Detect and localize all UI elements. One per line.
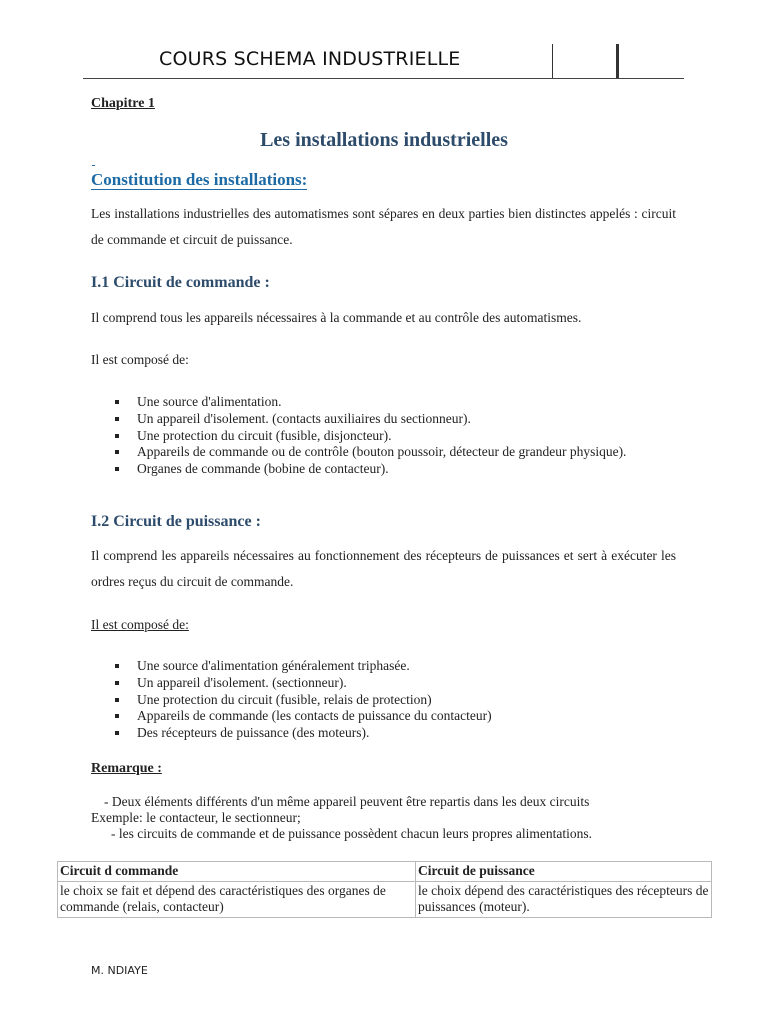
puissance-composed-label: Il est composé de: bbox=[91, 617, 189, 632]
puissance-intro: Il comprend les appareils nécessaires au fonctionnement des récepteurs de puissances et sert à exécuter les ordres reçus du circuit de commande. bbox=[91, 548, 676, 589]
comparison-table bbox=[57, 861, 712, 918]
header-divider bbox=[552, 44, 553, 78]
table-row bbox=[58, 881, 712, 917]
commande-composed-label: Il est composé de: bbox=[91, 352, 189, 367]
list-item: Un appareil d'isolement. (sectionneur). bbox=[114, 675, 674, 692]
remarque-line: - Deux éléments différents d'un même appareil peuvent être repartis dans les deux circuits bbox=[104, 794, 590, 809]
list-item: Un appareil d'isolement. (contacts auxiliaires du sectionneur). bbox=[114, 411, 674, 428]
list-item: Une protection du circuit (fusible, disjoncteur). bbox=[114, 428, 674, 445]
remarque-example: Exemple: le contacteur, le sectionneur; bbox=[91, 810, 301, 825]
footer-author: M. NDIAYE bbox=[91, 964, 148, 977]
page-title: Les installations industrielles bbox=[260, 129, 508, 151]
header-divider bbox=[616, 44, 619, 78]
chapter-label: Chapitre 1 bbox=[91, 96, 155, 111]
header-rule bbox=[83, 78, 684, 79]
table-header-cell: Circuit de puissance bbox=[416, 862, 712, 882]
puissance-list bbox=[114, 658, 674, 742]
commande-intro: Il comprend tous les appareils nécessaires à la commande et au contrôle des automatismes. bbox=[91, 310, 582, 325]
list-item: Des récepteurs de puissance (des moteurs). bbox=[114, 725, 674, 742]
remarque-line: - les circuits de commande et de puissance possèdent chacun leurs propres alimentations. bbox=[111, 826, 592, 841]
table-cell: le choix dépend des caractéristiques des récepteurs de puissances (moteur). bbox=[416, 881, 712, 917]
list-item: Appareils de commande (les contacts de puissance du contacteur) bbox=[114, 708, 674, 725]
document-header-title: COURS SCHEMA INDUSTRIELLE bbox=[159, 48, 461, 70]
table-cell: le choix se fait et dépend des caractéristiques des organes de commande (relais, contacteur) bbox=[58, 881, 416, 917]
commande-list bbox=[114, 394, 674, 478]
list-item: Une source d'alimentation généralement triphasée. bbox=[114, 658, 674, 675]
constitution-paragraph: Les installations industrielles des automatismes sont sépares en deux parties bien distinctes appelés : circuit de commande et circuit de puissance. bbox=[91, 206, 676, 247]
remarque-heading: Remarque : bbox=[91, 761, 162, 776]
list-item: Organes de commande (bobine de contacteur). bbox=[114, 461, 674, 478]
section-heading-puissance: I.2 Circuit de puissance : bbox=[91, 513, 261, 530]
table-header-row bbox=[58, 862, 712, 882]
list-item: Une protection du circuit (fusible, relais de protection) bbox=[114, 692, 674, 709]
table-header-cell: Circuit d commande bbox=[58, 862, 416, 882]
section-heading-constitution: Constitution des installations: bbox=[91, 170, 308, 189]
list-item: Une source d'alimentation. bbox=[114, 394, 674, 411]
heading-marker bbox=[92, 165, 95, 166]
list-item: Appareils de commande ou de contrôle (bouton poussoir, détecteur de grandeur physique). bbox=[114, 444, 674, 461]
section-heading-commande: I.1 Circuit de commande : bbox=[91, 274, 270, 291]
